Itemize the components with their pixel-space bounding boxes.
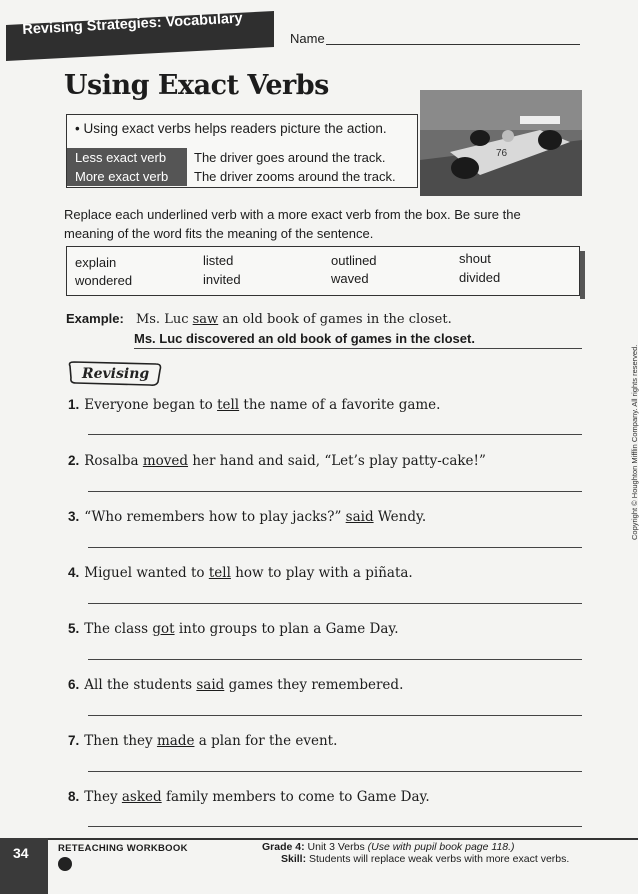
item-number: 3. (68, 509, 80, 524)
answer-line-6[interactable] (88, 715, 582, 716)
word-box-item: shout (459, 251, 491, 266)
item-text: Miguel wanted to (84, 565, 209, 581)
grade-label: Grade 4: (262, 841, 305, 853)
grade-note: (Use with pupil book page 118.) (367, 841, 515, 853)
tip-box (66, 114, 418, 188)
item-text-end: how to play with a piñata. (230, 565, 413, 581)
answer-line-3[interactable] (88, 547, 582, 548)
answer-line-1[interactable] (88, 434, 582, 435)
car-number: 76 (496, 148, 508, 159)
item-verb: made (156, 733, 195, 749)
workbook-title: RETEACHING WORKBOOK (58, 843, 188, 854)
word-box-item: explain (75, 255, 117, 270)
item-text: They (84, 789, 122, 805)
tip-label-less: Less exact verb (67, 148, 187, 167)
page-number: 34 (13, 845, 29, 861)
item-number: 7. (68, 733, 80, 748)
example-verb: saw (192, 312, 219, 327)
item-number: 6. (68, 677, 80, 692)
item-text-end: games they remembered. (224, 677, 404, 693)
car-wheel-front-left (470, 130, 490, 146)
revising-label: Revising (82, 366, 150, 382)
name-label: Name (290, 31, 325, 46)
tip-text-less: The driver goes around the track. (194, 150, 386, 165)
example-text: Ms. Luc (135, 312, 193, 327)
item-verb: got (152, 621, 175, 637)
copyright-notice: Copyright © Houghton Mifflin Company. All rights reserved. (630, 344, 639, 540)
name-field-line[interactable] (326, 44, 580, 45)
item-text: Rosalba (84, 453, 143, 469)
item-number: 2. (68, 453, 80, 468)
example-answer-line (134, 348, 582, 349)
exercise-item-5 (68, 621, 399, 637)
word-box-item: outlined (331, 253, 377, 268)
car-wheel-rear (538, 130, 562, 150)
item-text-end: family members to come to Game Day. (161, 789, 430, 805)
grade-text: Unit 3 Verbs (304, 841, 368, 853)
grade-info (262, 841, 515, 853)
example-answer: Ms. Luc discovered an old book of games in the closet. (134, 331, 475, 346)
answer-line-7[interactable] (88, 771, 582, 772)
answer-line-5[interactable] (88, 659, 582, 660)
car-rear-wing (520, 116, 560, 124)
car-wheel-front (451, 157, 479, 179)
answer-line-4[interactable] (88, 603, 582, 604)
item-verb: tell (208, 565, 231, 581)
skill-label: Skill: (281, 853, 307, 865)
tip-row-more (67, 167, 417, 186)
exercise-item-8 (68, 789, 430, 805)
item-text: The class (84, 621, 153, 637)
item-number: 4. (68, 565, 80, 580)
header-tab-title: Revising Strategies: Vocabulary (22, 10, 244, 38)
answer-line-8[interactable] (88, 826, 582, 827)
item-text: All the students (84, 677, 197, 693)
word-box-item: listed (203, 253, 234, 268)
example-sentence (66, 311, 452, 327)
item-text-end: Wendy. (373, 509, 427, 525)
page-title: Using Exact Verbs (64, 70, 329, 101)
skill-text: Students will replace weak verbs with more exact verbs. (306, 853, 570, 865)
tip-text-more: The driver zooms around the track. (194, 169, 396, 184)
item-number: 8. (68, 789, 80, 804)
instructions: Replace each underlined verb with a more exact verb from the box. Be sure the meaning of the word fits the meaning of the sentence. (64, 207, 521, 241)
item-verb: moved (142, 453, 189, 469)
item-verb: said (196, 677, 225, 693)
exercise-item-7 (68, 733, 337, 749)
word-box-item: divided (459, 270, 501, 285)
tip-bullet: • Using exact verbs helps readers picture the action. (75, 121, 387, 136)
word-box-item: wondered (75, 273, 133, 288)
answer-line-2[interactable] (88, 491, 582, 492)
word-box (66, 246, 580, 296)
word-box-item: invited (203, 272, 241, 287)
example-text-end: an old book of games in the closet. (218, 312, 452, 327)
exercise-item-3 (68, 509, 426, 525)
skill-info (281, 853, 569, 865)
exercise-item-4 (68, 565, 413, 581)
footer-rule (48, 838, 638, 840)
item-text-end: a plan for the event. (194, 733, 338, 749)
example-label: Example: (66, 311, 124, 326)
item-text-end: the name of a favorite game. (239, 397, 441, 413)
item-text-end: her hand and said, “Let’s play patty-cake!” (188, 453, 486, 469)
item-verb: tell (217, 397, 240, 413)
race-car-photo (420, 90, 582, 196)
tip-row-less (67, 148, 417, 167)
item-text: “Who remembers how to play jacks?” (84, 509, 346, 525)
exercise-item-1 (68, 397, 440, 413)
exercise-item-2 (68, 453, 486, 469)
item-verb: asked (121, 789, 162, 805)
revising-badge (66, 358, 164, 388)
item-text-end: into groups to plan a Game Day. (174, 621, 399, 637)
item-number: 1. (68, 397, 80, 412)
item-text: Then they (84, 733, 157, 749)
item-text: Everyone began to (84, 397, 218, 413)
driver-helmet (502, 130, 514, 142)
tip-label-more: More exact verb (67, 167, 187, 186)
item-number: 5. (68, 621, 80, 636)
exercise-item-6 (68, 677, 403, 693)
footer-dot-icon (58, 857, 72, 871)
item-verb: said (345, 509, 374, 525)
word-box-item: waved (331, 271, 369, 286)
